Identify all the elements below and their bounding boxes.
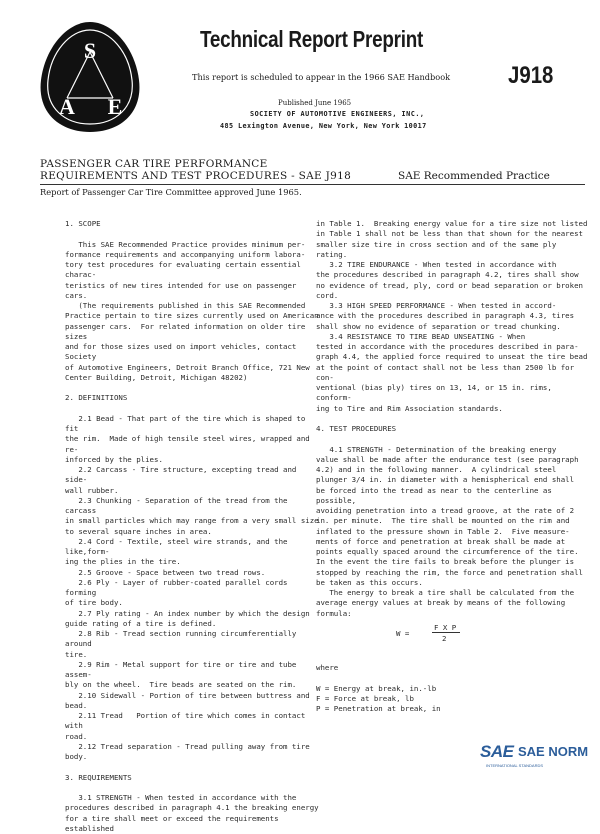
header-divider	[40, 184, 585, 185]
text-line: the procedures described in paragraph 4.2, tires shall show	[316, 270, 591, 280]
text-line	[65, 762, 320, 772]
committee-report-line: Report of Passenger Car Tire Committee approved June 1965.	[40, 187, 302, 197]
text-line	[65, 404, 320, 414]
text-line: ventional (bias ply) tires on 13, 14, or 15 in. rims, conform-	[316, 383, 591, 404]
text-line: 2.2 Carcass - Tire structure, excepting tread and side-	[65, 465, 320, 486]
text-line: avoiding penetration into a tread groove, at the rate of 2	[316, 506, 591, 516]
sae-norm-label: SAE NORM	[518, 744, 588, 759]
text-line: tory test procedures for evaluating certain essential charac-	[65, 260, 320, 281]
text-line: 2.9 Rim - Metal support for tire or tire and tube assem-	[65, 660, 320, 681]
text-line: procedures described in paragraph 4.1 the breaking energy	[65, 803, 320, 813]
text-line	[316, 653, 591, 663]
text-line: 4.2) and in the following manner. A cylindrical steel	[316, 465, 591, 475]
text-line: guide rating of a tire is defined.	[65, 619, 320, 629]
text-line	[65, 383, 320, 393]
text-line: 1. SCOPE	[65, 219, 320, 229]
text-line: shall show no evidence of separation or tread chunking.	[316, 322, 591, 332]
text-line: 2.10 Sidewall - Portion of tire between buttress and bead.	[65, 691, 320, 712]
text-line	[316, 673, 591, 683]
text-line: This SAE Recommended Practice provides minimum per-	[65, 240, 320, 250]
text-line	[316, 434, 591, 444]
text-line: 2.12 Tread separation - Tread pulling away from tire	[65, 742, 320, 752]
text-line: points equally spaced around the circumference of the tire.	[316, 547, 591, 557]
text-line: 2.6 Ply - Layer of rubber-coated parallel cords forming	[65, 578, 320, 599]
text-line: 4. TEST PROCEDURES	[316, 424, 591, 434]
text-line: ing the plies in the tire.	[65, 557, 320, 567]
document-number: J918	[508, 62, 553, 90]
text-line: 3. REQUIREMENTS	[65, 773, 320, 783]
text-line: 3.1 STRENGTH - When tested in accordance with the	[65, 793, 320, 803]
text-line: where	[316, 663, 591, 673]
sae-norm-sublabel: INTERNATIONAL STANDARDS	[486, 763, 543, 768]
handbook-tagline: This report is scheduled to appear in the 1966 SAE Handbook	[192, 72, 450, 82]
text-line: 2.3 Chunking - Separation of the tread from the carcass	[65, 496, 320, 517]
document-title-line-2: REQUIREMENTS AND TEST PROCEDURES - SAE J918	[40, 170, 351, 182]
text-line: P = Penetration at break, in	[316, 704, 591, 714]
text-line: 2.11 Tread Portion of tire which comes in contact with	[65, 711, 320, 732]
text-line: ing to Tire and Rim Association standards.	[316, 404, 591, 414]
document-category: SAE Recommended Practice	[398, 170, 550, 182]
text-line: 2.5 Groove - Space between two tread rows.	[65, 568, 320, 578]
formula-numerator: F X P	[434, 623, 456, 633]
text-line: no evidence of tread, ply, cord or bead separation or broken	[316, 281, 591, 291]
text-line: 2.8 Rib - Tread section running circumferentially around	[65, 629, 320, 650]
left-text-column	[65, 219, 320, 834]
text-line: body.	[65, 752, 320, 762]
text-line: of tire body.	[65, 598, 320, 608]
text-line: stopped by reaching the rim, the force and penetration shall	[316, 568, 591, 578]
text-line: Practice pertain to tire sizes currently used on American	[65, 311, 320, 321]
text-line: in Table 1. Breaking energy value for a tire size not listed	[316, 219, 591, 229]
logo-letter-e: E	[108, 94, 123, 119]
text-line: inforced by the plies.	[65, 455, 320, 465]
text-line: formance requirements and accompanying uniform labora-	[65, 250, 320, 260]
published-date: Published June 1965	[278, 99, 351, 107]
energy-formula	[316, 619, 591, 653]
text-line: smaller size tire in cross section and of the same ply rating.	[316, 240, 591, 261]
society-name: SOCIETY OF AUTOMOTIVE ENGINEERS, INC.,	[250, 110, 425, 118]
society-address: 485 Lexington Avenue, New York, New York 10017	[220, 122, 427, 130]
text-line: be forced into the tread as near to the centerline as possible,	[316, 486, 591, 507]
text-line: 3.2 TIRE ENDURANCE - When tested in accordance with	[316, 260, 591, 270]
text-line: ments of force and penetration at break shall be made at	[316, 537, 591, 547]
text-line: ance with the procedures described in paragraph 4.3, tires	[316, 311, 591, 321]
text-line	[316, 414, 591, 424]
text-line	[65, 229, 320, 239]
text-line: and for those sizes used on import vehicles, contact Society	[65, 342, 320, 363]
text-line: in. per minute. The tire shall be mounted on the rim and	[316, 516, 591, 526]
text-line: 4.1 STRENGTH - Determination of the breaking energy	[316, 445, 591, 455]
text-line: tested in accordance with the procedures described in para-	[316, 342, 591, 352]
text-line: 2.7 Ply rating - An index number by which the design	[65, 609, 320, 619]
text-line: at the point of contact shall not be less than 2500 lb for con-	[316, 363, 591, 384]
formula-denominator: 2	[442, 634, 446, 644]
formula-definitions	[316, 653, 591, 715]
text-line: cord.	[316, 291, 591, 301]
text-line: the rim. Made of high tensile steel wires, wrapped and re-	[65, 434, 320, 455]
text-line: be taken as this occurs.	[316, 578, 591, 588]
logo-letter-s: S	[84, 38, 96, 63]
right-text-column	[316, 219, 591, 714]
right-column-text	[316, 219, 591, 619]
text-line: average energy values at break by means of the following	[316, 598, 591, 608]
text-line: wall rubber.	[65, 486, 320, 496]
text-line: (The requirements published in this SAE Recommended	[65, 301, 320, 311]
text-line: tire.	[65, 650, 320, 660]
text-line: in Table 1 shall not be less than that shown for the nearest	[316, 229, 591, 239]
text-line: 2.1 Bead - That part of the tire which is shaped to fit	[65, 414, 320, 435]
text-line: of Automotive Engineers, Detroit Branch Office, 721 New	[65, 363, 320, 373]
text-line: value shall be made after the endurance test (see paragraph	[316, 455, 591, 465]
text-line: in small particles which may range from a very small size	[65, 516, 320, 526]
text-line: W = Energy at break, in.-lb	[316, 684, 591, 694]
formula-fraction-bar	[432, 632, 460, 633]
text-line: formula:	[316, 609, 591, 619]
text-line: 3.4 RESISTANCE TO TIRE BEAD UNSEATING - When	[316, 332, 591, 342]
sae-brand-mark: SAE	[480, 742, 513, 762]
text-line: passenger cars. For related information on older tire sizes	[65, 322, 320, 343]
text-line: bly on the wheel. Tire beads are seated on the rim.	[65, 680, 320, 690]
report-title: Technical Report Preprint	[200, 26, 423, 53]
formula-lhs: W =	[396, 629, 409, 639]
text-line: plunger 3/4 in. in diameter with a hemispherical end shall	[316, 475, 591, 485]
text-line: F = Force at break, lb	[316, 694, 591, 704]
text-line: inflated to the pressure shown in Table 2. Five measure-	[316, 527, 591, 537]
text-line: The energy to break a tire shall be calculated from the	[316, 588, 591, 598]
document-title-line-1: PASSENGER CAR TIRE PERFORMANCE	[40, 158, 268, 170]
text-line: graph 4.4, the applied force required to unseat the tire bead	[316, 352, 591, 362]
text-line: for a tire shall meet or exceed the requirements established	[65, 814, 320, 834]
text-line	[65, 783, 320, 793]
text-line: 2.4 Cord - Textile, steel wire strands, and the like,form-	[65, 537, 320, 558]
text-line: teristics of new tires intended for use on passenger cars.	[65, 281, 320, 302]
text-line: 3.3 HIGH SPEED PERFORMANCE - When tested in accord-	[316, 301, 591, 311]
logo-letter-a: A	[59, 94, 75, 119]
text-line: 2. DEFINITIONS	[65, 393, 320, 403]
text-line: road.	[65, 732, 320, 742]
text-line: Center Building, Detroit, Michigan 48202)	[65, 373, 320, 383]
text-line: In the event the tire fails to break before the plunger is	[316, 557, 591, 567]
sae-logo	[35, 18, 145, 138]
text-line: to several square inches in area.	[65, 527, 320, 537]
